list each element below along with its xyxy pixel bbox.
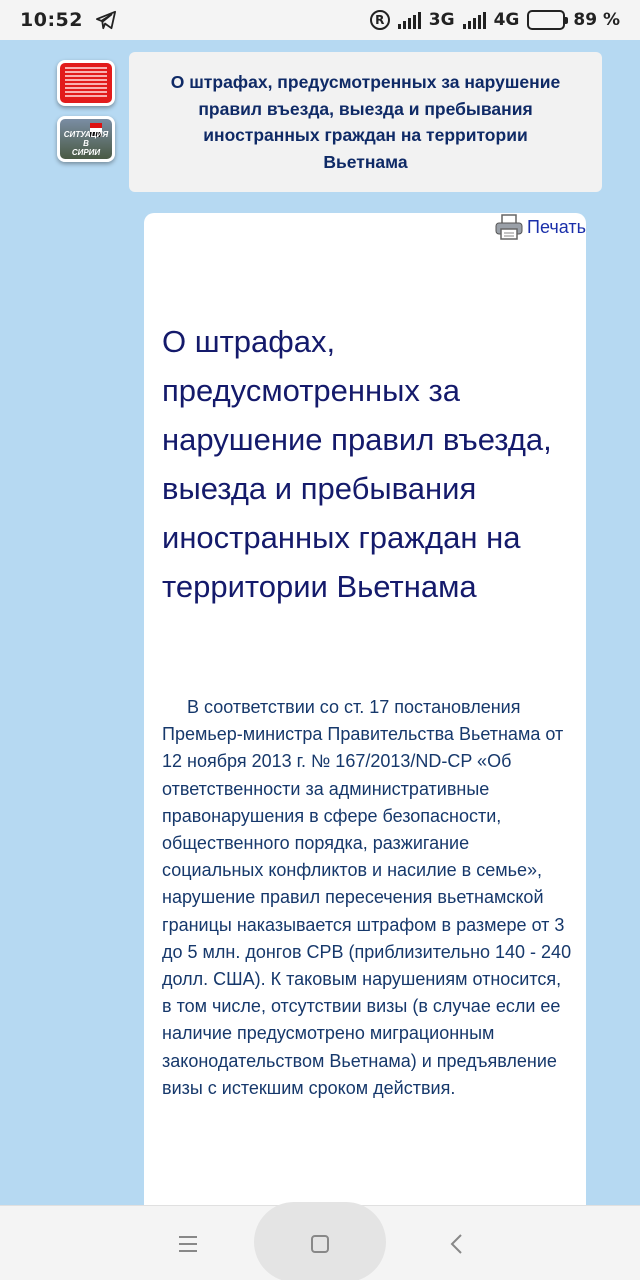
syria-situation-banner[interactable] xyxy=(57,116,115,162)
header-title: О штрафах, предусмотренных за нарушение правил въезда, выезда и пребывания иностранных граждан на территории Вьетнама xyxy=(170,72,561,172)
article-paragraph: В соответствии со ст. 17 постановления Премьер-министра Правительства Вьетнама от 12 ноября 2013 г. № 167/2013/ND-CP «Об ответственности за административные правонарушения в сфере безопасности, общественного порядка, разжигание социальных конфликтов и насилие в семье», нарушение правил пересечения вьетнамской границы наказывается штрафом в размере от 3 до 5 млн. донгов СРВ (приблизительно 140 - 240 долл. США). К таковым нарушениям относится, в том числе, отсутствии визы (в случае если ее наличие предусмотрено миграционным законодательством Вьетнама) и предъявление визы с истекшим сроком действия. xyxy=(162,697,572,1098)
syria-banner-caption: СИТУАЦИЯ В СИРИИ xyxy=(63,130,109,157)
signal-icon xyxy=(398,11,421,29)
network-type-2: 4G xyxy=(493,10,520,30)
battery-icon xyxy=(527,10,565,30)
battery-percent: 89 % xyxy=(573,10,620,30)
printer-icon xyxy=(495,214,523,240)
red-info-banner[interactable] xyxy=(57,60,115,106)
telegram-icon xyxy=(95,10,117,30)
print-button[interactable] xyxy=(495,213,586,241)
network-type-1: 3G xyxy=(428,10,455,30)
article-card xyxy=(144,213,586,1213)
navigation-bar xyxy=(0,1205,640,1280)
menu-button[interactable] xyxy=(160,1206,216,1280)
status-time: 10:52 xyxy=(20,9,83,31)
print-label: Печать xyxy=(527,216,586,237)
status-bar xyxy=(0,0,640,40)
signal-icon xyxy=(463,11,486,29)
back-button[interactable] xyxy=(428,1206,484,1280)
registered-icon: R xyxy=(370,10,390,30)
back-icon xyxy=(449,1233,463,1255)
home-icon xyxy=(310,1234,330,1254)
home-button[interactable] xyxy=(254,1206,386,1280)
header-card xyxy=(129,52,602,192)
article-title: О штрафах, предусмотренных за нарушение правил въезда, выезда и пребывания иностранных граждан на территории Вьетнама xyxy=(162,324,552,604)
status-indicators xyxy=(370,10,620,30)
menu-icon xyxy=(178,1235,198,1253)
